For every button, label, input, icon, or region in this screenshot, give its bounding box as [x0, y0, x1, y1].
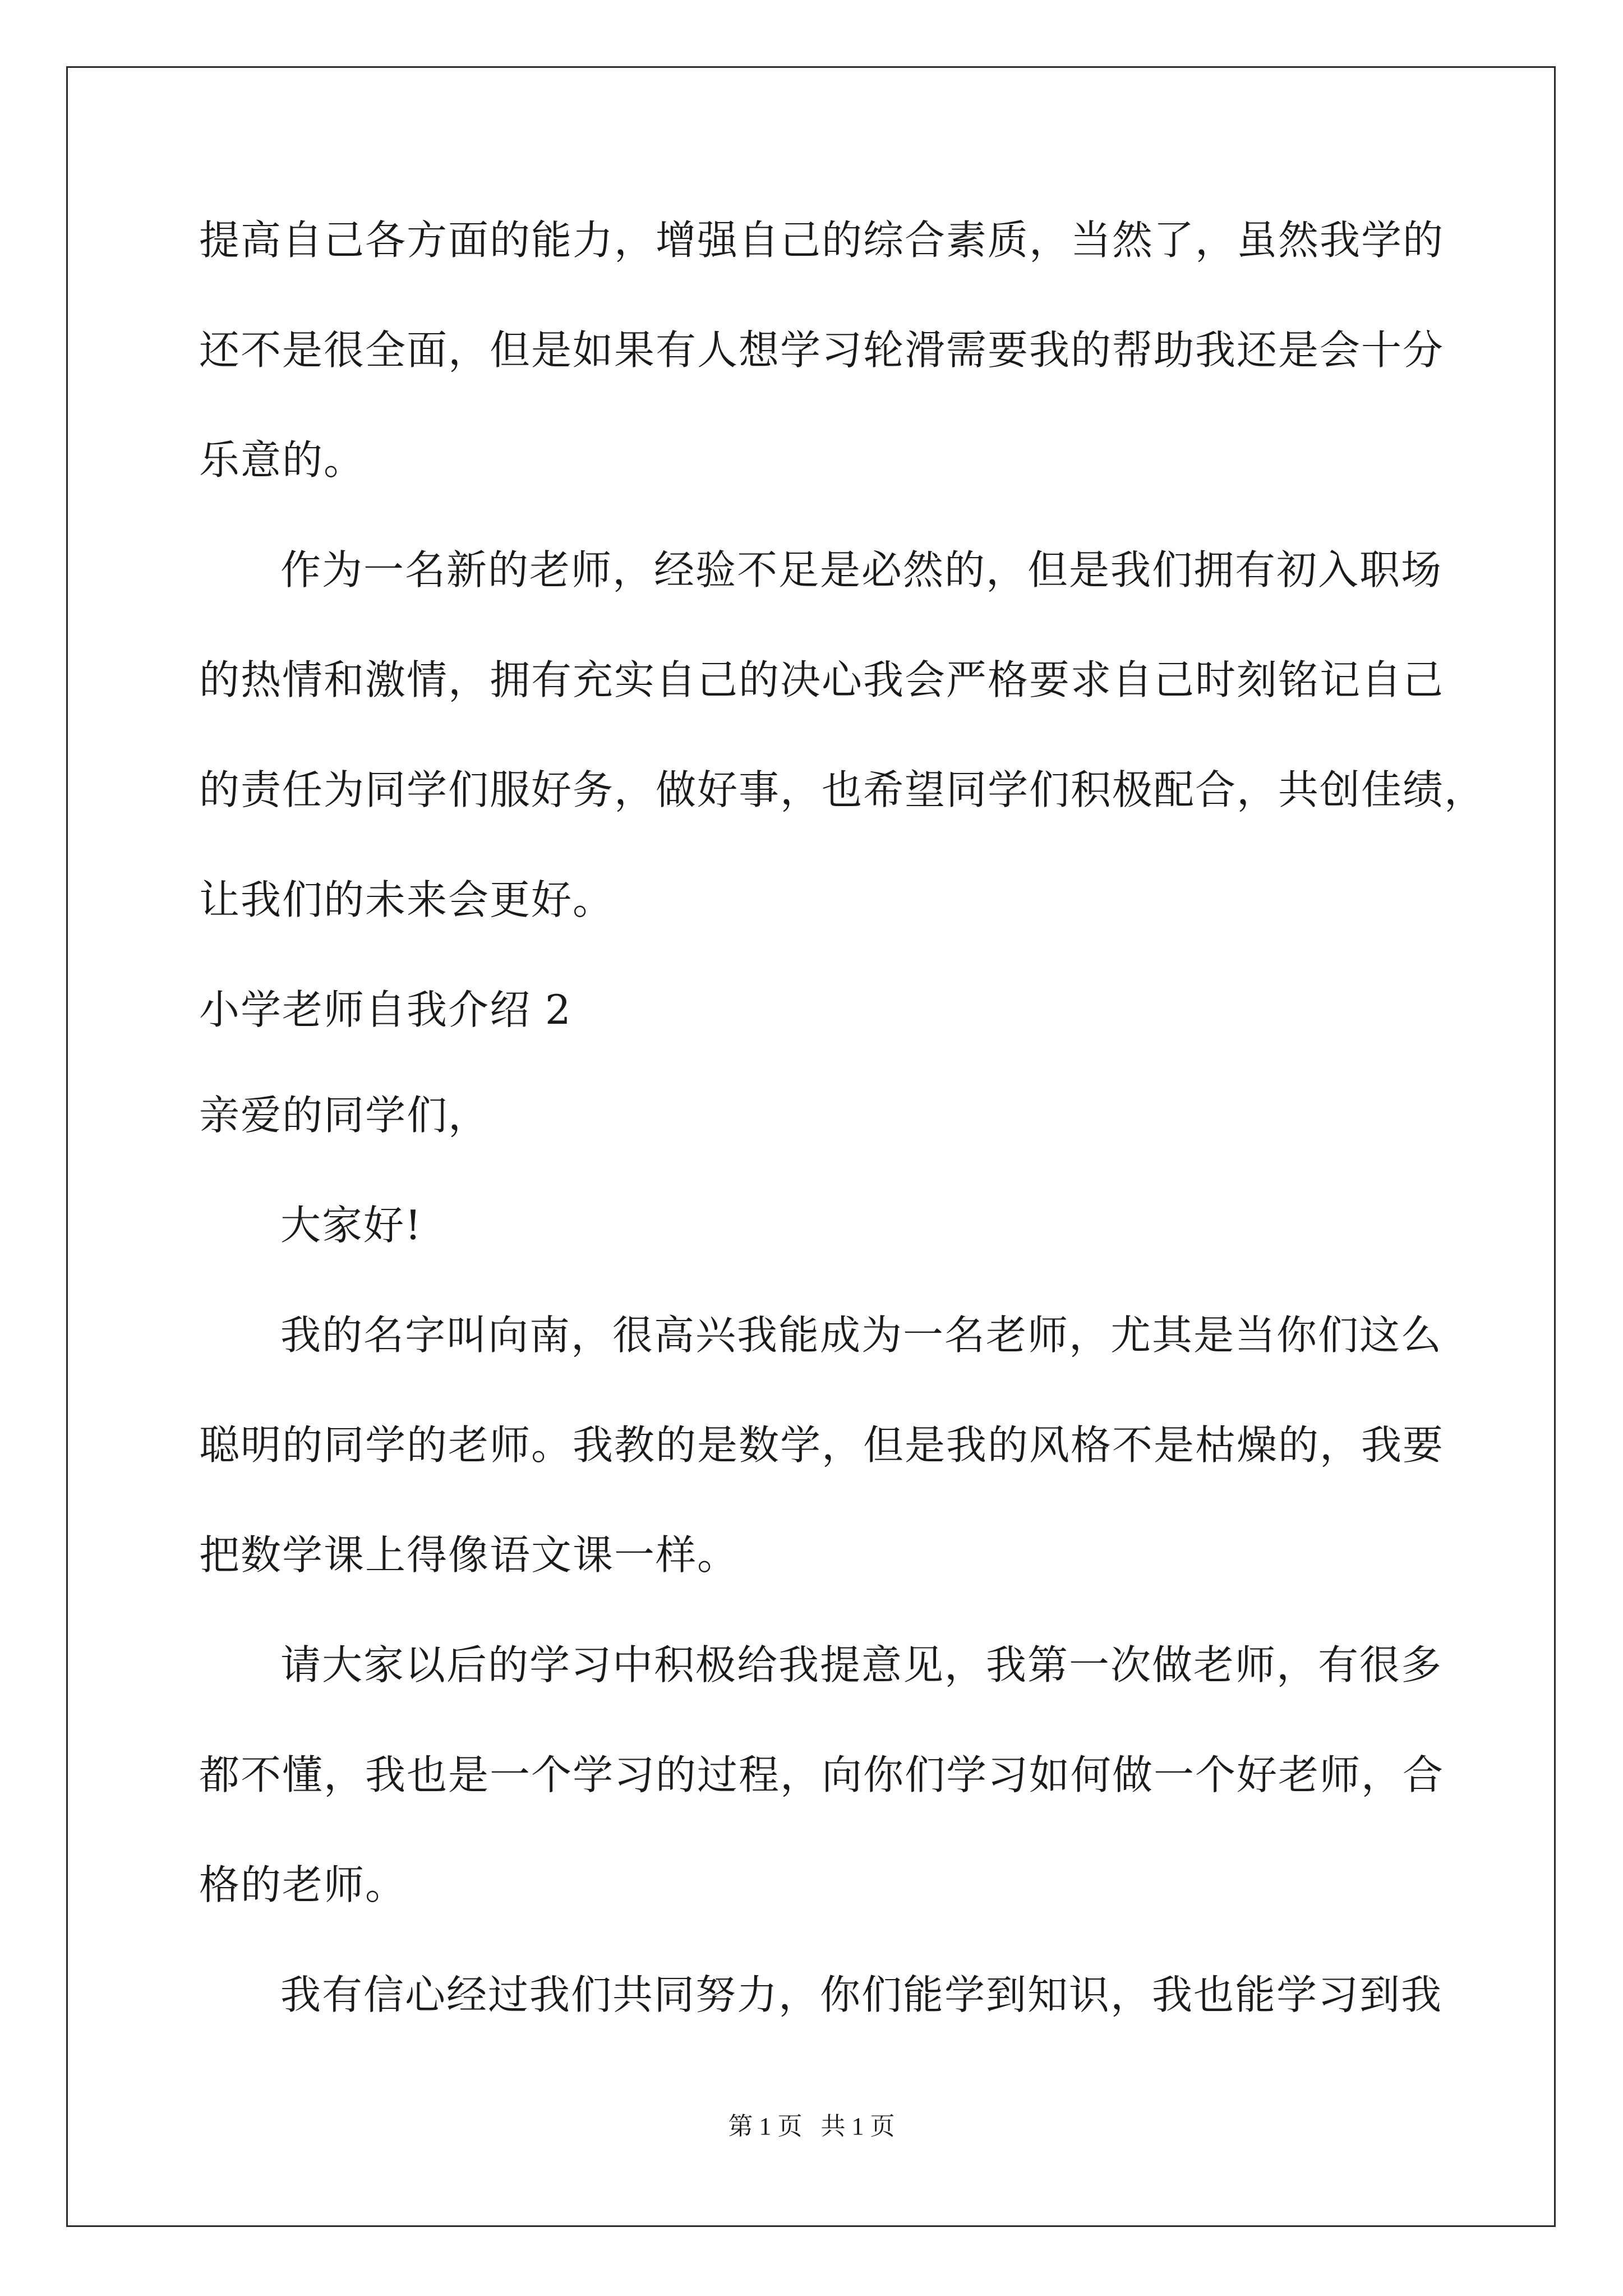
- document-body: [199, 215, 1486, 2079]
- body-line: 乐意的。: [199, 436, 366, 484]
- body-line: 的责任为同学们服好务，做好事，也希望同学们积极配合，共创佳绩，: [199, 766, 1486, 813]
- body-line: 格的老师。: [199, 1861, 407, 1908]
- salutation: 亲爱的同学们，: [199, 1092, 490, 1139]
- page-footer: 第 1 页 共 1 页: [728, 2113, 895, 2140]
- body-line: 的热情和激情，拥有充实自己的决心我会严格要求自己时刻铭记自己: [199, 656, 1445, 703]
- body-line: 把数学课上得像语文课一样。: [199, 1531, 739, 1579]
- body-line: 聪明的同学的老师。我教的是数学，但是我的风格不是枯燥的，我要: [199, 1421, 1445, 1469]
- paragraph-start: 请大家以后的学习中积极给我提意见，我第一次做老师，有很多: [280, 1641, 1443, 1688]
- body-line: 都不懂，我也是一个学习的过程，向你们学习如何做一个好老师，合: [199, 1751, 1445, 1798]
- body-line: 提高自己各方面的能力，增强自己的综合素质，当然了，虽然我学的: [199, 217, 1445, 264]
- body-line: 还不是很全面，但是如果有人想学习轮滑需要我的帮助我还是会十分: [199, 326, 1445, 374]
- paragraph-start: 作为一名新的老师，经验不足是必然的，但是我们拥有初入职场: [280, 546, 1443, 593]
- section-heading: 小学老师自我介绍 2: [199, 986, 572, 1033]
- greeting: 大家好!: [280, 1202, 422, 1249]
- paragraph-start: 我有信心经过我们共同努力，你们能学到知识，我也能学习到我: [280, 1971, 1443, 2018]
- body-line: 让我们的未来会更好。: [199, 876, 615, 923]
- paragraph-start: 我的名字叫向南，很高兴我能成为一名老师，尤其是当你们这么: [280, 1312, 1443, 1359]
